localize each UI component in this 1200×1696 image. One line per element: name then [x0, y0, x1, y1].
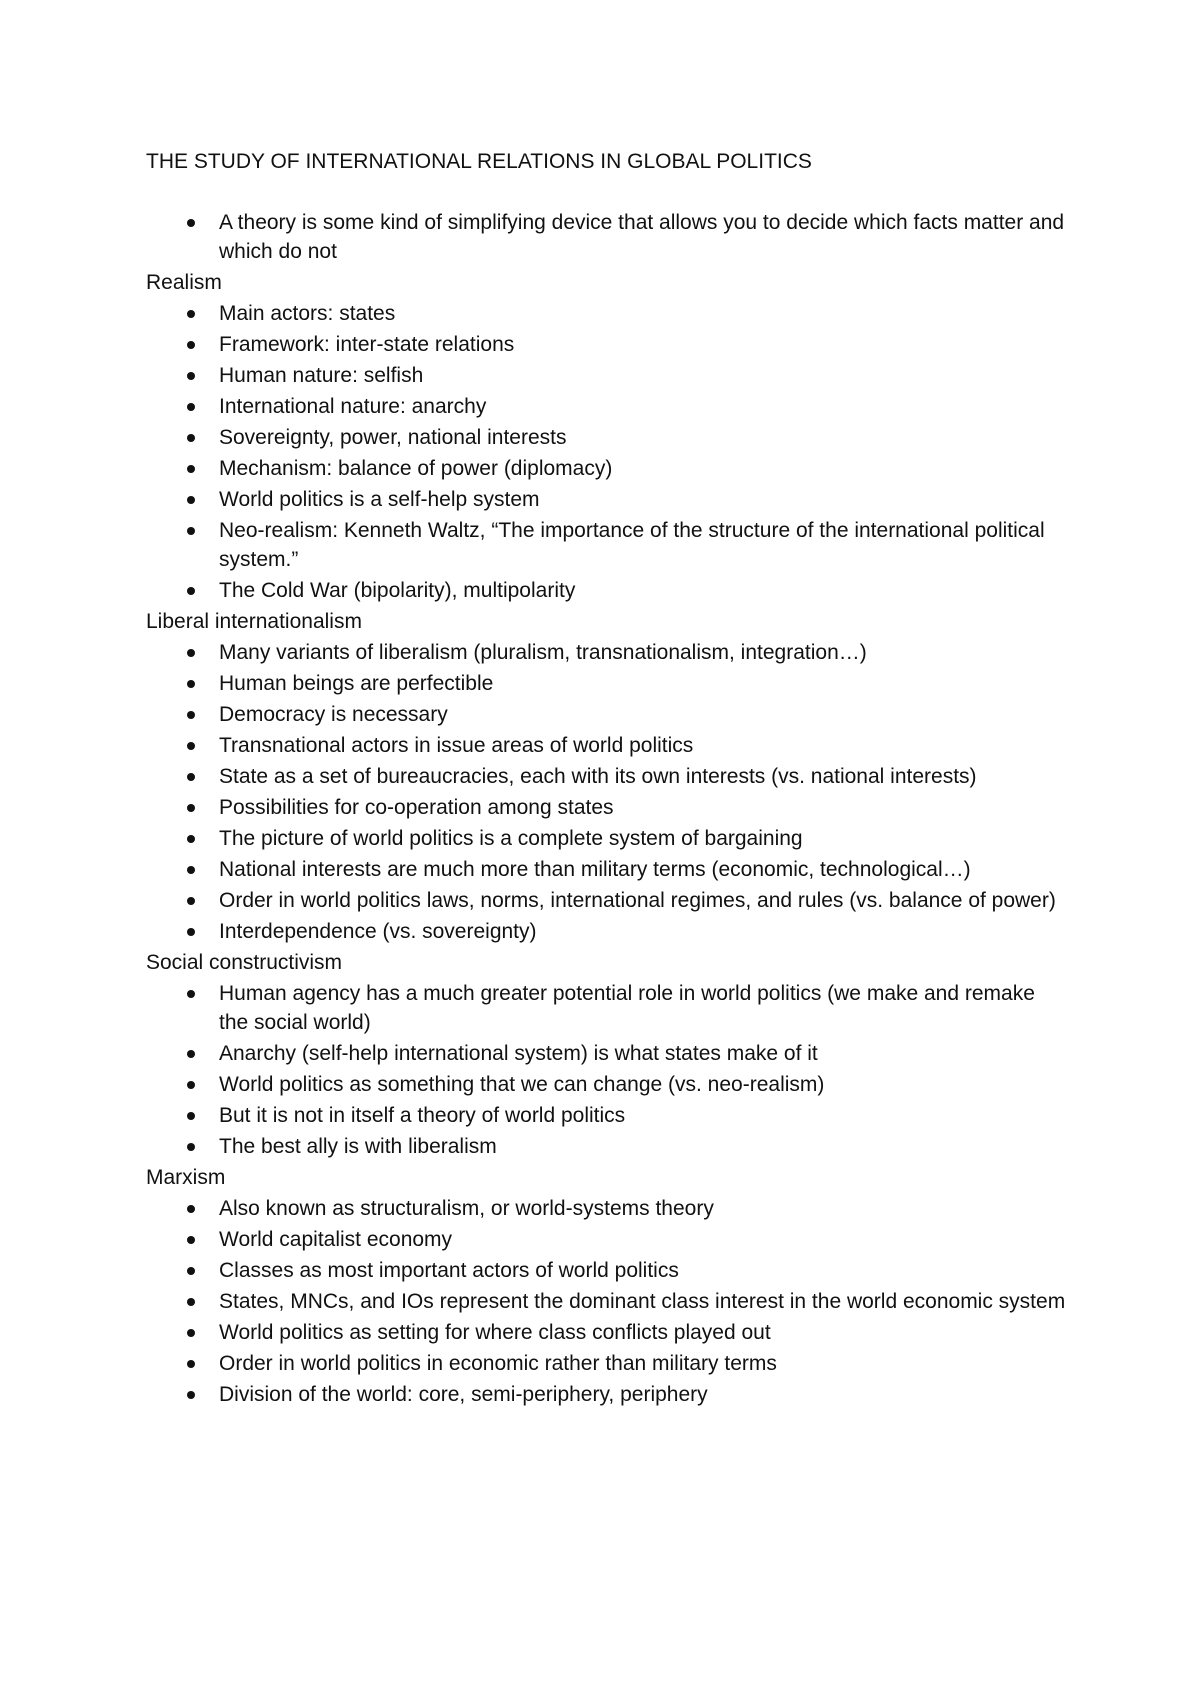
- bullet-item: [146, 823, 1066, 854]
- bullet-text: Interdependence (vs. sovereignty): [219, 920, 537, 943]
- bullet-item: [146, 1379, 1066, 1410]
- bullet-text: Framework: inter-state relations: [219, 333, 515, 356]
- bullet-dot-icon: [187, 1050, 195, 1058]
- bullet-item: [146, 515, 1066, 575]
- bullet-text: World politics as something that we can change (vs. neo-realism): [219, 1073, 825, 1096]
- bullet-text: World politics is a self-help system: [219, 488, 540, 511]
- bullet-text: Order in world politics in economic rather than military terms: [219, 1352, 777, 1375]
- bullet-dot-icon: [187, 773, 195, 781]
- title-spacer: [146, 177, 1066, 207]
- section-bullet-list: [146, 978, 1066, 1162]
- bullet-dot-icon: [187, 680, 195, 688]
- bullet-item: [146, 916, 1066, 947]
- bullet-text: Neo-realism: Kenneth Waltz, “The importance of the structure of the international political system.”: [219, 519, 1045, 571]
- section-bullet-list: [146, 1193, 1066, 1410]
- bullet-text: States, MNCs, and IOs represent the dominant class interest in the world economic system: [219, 1290, 1066, 1313]
- bullet-dot-icon: [187, 1298, 195, 1306]
- bullet-text: A theory is some kind of simplifying device that allows you to decide which facts matter and which do not: [219, 211, 1065, 263]
- bullet-item: [146, 978, 1066, 1038]
- bullet-item: [146, 453, 1066, 484]
- bullet-text: Classes as most important actors of world politics: [219, 1259, 679, 1282]
- section-heading: Social constructivism: [146, 951, 343, 974]
- bullet-item: [146, 207, 1066, 267]
- bullet-item: [146, 1193, 1066, 1224]
- bullet-dot-icon: [187, 1081, 195, 1089]
- bullet-text: The Cold War (bipolarity), multipolarity: [219, 579, 576, 602]
- bullet-item: [146, 1100, 1066, 1131]
- bullet-dot-icon: [187, 527, 195, 535]
- bullet-item: [146, 854, 1066, 885]
- bullet-dot-icon: [187, 742, 195, 750]
- bullet-item: [146, 885, 1066, 916]
- bullet-item: [146, 391, 1066, 422]
- bullet-dot-icon: [187, 219, 195, 227]
- bullet-dot-icon: [187, 465, 195, 473]
- bullet-dot-icon: [187, 403, 195, 411]
- bullet-dot-icon: [187, 587, 195, 595]
- section-heading: Liberal internationalism: [146, 610, 362, 633]
- document-title: THE STUDY OF INTERNATIONAL RELATIONS IN GLOBAL POLITICS: [146, 150, 812, 173]
- bullet-text: Anarchy (self-help international system) is what states make of it: [219, 1042, 818, 1065]
- bullet-text: Order in world politics laws, norms, international regimes, and rules (vs. balance of power): [219, 889, 1056, 912]
- bullet-text: The best ally is with liberalism: [219, 1135, 497, 1158]
- bullet-item: [146, 1038, 1066, 1069]
- document-body: [146, 146, 1066, 1410]
- bullet-dot-icon: [187, 496, 195, 504]
- bullet-item: [146, 329, 1066, 360]
- bullet-dot-icon: [187, 804, 195, 812]
- bullet-dot-icon: [187, 835, 195, 843]
- bullet-text: Transnational actors in issue areas of world politics: [219, 734, 694, 757]
- bullet-text: Human agency has a much greater potential role in world politics (we make and remake the social world): [219, 982, 1035, 1034]
- bullet-text: Division of the world: core, semi-periphery, periphery: [219, 1383, 708, 1406]
- bullet-item: [146, 1348, 1066, 1379]
- bullet-dot-icon: [187, 1143, 195, 1151]
- bullet-item: [146, 699, 1066, 730]
- bullet-item: [146, 637, 1066, 668]
- bullet-item: [146, 1286, 1066, 1317]
- bullet-dot-icon: [187, 649, 195, 657]
- bullet-text: Mechanism: balance of power (diplomacy): [219, 457, 613, 480]
- bullet-item: [146, 360, 1066, 391]
- sections-container: [146, 267, 1066, 1410]
- bullet-dot-icon: [187, 341, 195, 349]
- bullet-text: World capitalist economy: [219, 1228, 453, 1251]
- bullet-text: Also known as structuralism, or world-systems theory: [219, 1197, 714, 1220]
- bullet-dot-icon: [187, 1205, 195, 1213]
- bullet-item: [146, 1317, 1066, 1348]
- bullet-dot-icon: [187, 434, 195, 442]
- bullet-text: International nature: anarchy: [219, 395, 487, 418]
- bullet-item: [146, 1224, 1066, 1255]
- bullet-dot-icon: [187, 1267, 195, 1275]
- bullet-text: State as a set of bureaucracies, each with its own interests (vs. national interests): [219, 765, 977, 788]
- section-social-constructivism: [146, 947, 1066, 1162]
- bullet-dot-icon: [187, 310, 195, 318]
- bullet-dot-icon: [187, 1391, 195, 1399]
- section-marxism: [146, 1162, 1066, 1410]
- bullet-text: Democracy is necessary: [219, 703, 448, 726]
- bullet-dot-icon: [187, 928, 195, 936]
- bullet-text: But it is not in itself a theory of world politics: [219, 1104, 626, 1127]
- bullet-item: [146, 422, 1066, 453]
- bullet-item: [146, 1131, 1066, 1162]
- bullet-dot-icon: [187, 1236, 195, 1244]
- section-bullet-list: [146, 298, 1066, 606]
- bullet-text: Sovereignty, power, national interests: [219, 426, 567, 449]
- bullet-text: Human nature: selfish: [219, 364, 424, 387]
- intro-bullet-list: [146, 207, 1066, 267]
- bullet-text: Many variants of liberalism (pluralism, transnationalism, integration…): [219, 641, 867, 664]
- bullet-dot-icon: [187, 1329, 195, 1337]
- bullet-item: [146, 575, 1066, 606]
- bullet-item: [146, 1255, 1066, 1286]
- bullet-dot-icon: [187, 711, 195, 719]
- bullet-text: Human beings are perfectible: [219, 672, 494, 695]
- bullet-item: [146, 298, 1066, 329]
- bullet-dot-icon: [187, 990, 195, 998]
- bullet-text: National interests are much more than military terms (economic, technological…): [219, 858, 971, 881]
- bullet-text: The picture of world politics is a complete system of bargaining: [219, 827, 803, 850]
- bullet-item: [146, 792, 1066, 823]
- bullet-item: [146, 484, 1066, 515]
- bullet-item: [146, 730, 1066, 761]
- section-realism: [146, 267, 1066, 606]
- bullet-item: [146, 761, 1066, 792]
- bullet-text: Main actors: states: [219, 302, 396, 325]
- bullet-dot-icon: [187, 372, 195, 380]
- bullet-text: World politics as setting for where class conflicts played out: [219, 1321, 771, 1344]
- bullet-dot-icon: [187, 1360, 195, 1368]
- section-liberal-internationalism: [146, 606, 1066, 947]
- bullet-dot-icon: [187, 1112, 195, 1120]
- section-bullet-list: [146, 637, 1066, 947]
- bullet-item: [146, 1069, 1066, 1100]
- bullet-dot-icon: [187, 897, 195, 905]
- bullet-dot-icon: [187, 866, 195, 874]
- bullet-text: Possibilities for co-operation among states: [219, 796, 614, 819]
- section-heading: Realism: [146, 271, 222, 294]
- bullet-item: [146, 668, 1066, 699]
- section-heading: Marxism: [146, 1166, 226, 1189]
